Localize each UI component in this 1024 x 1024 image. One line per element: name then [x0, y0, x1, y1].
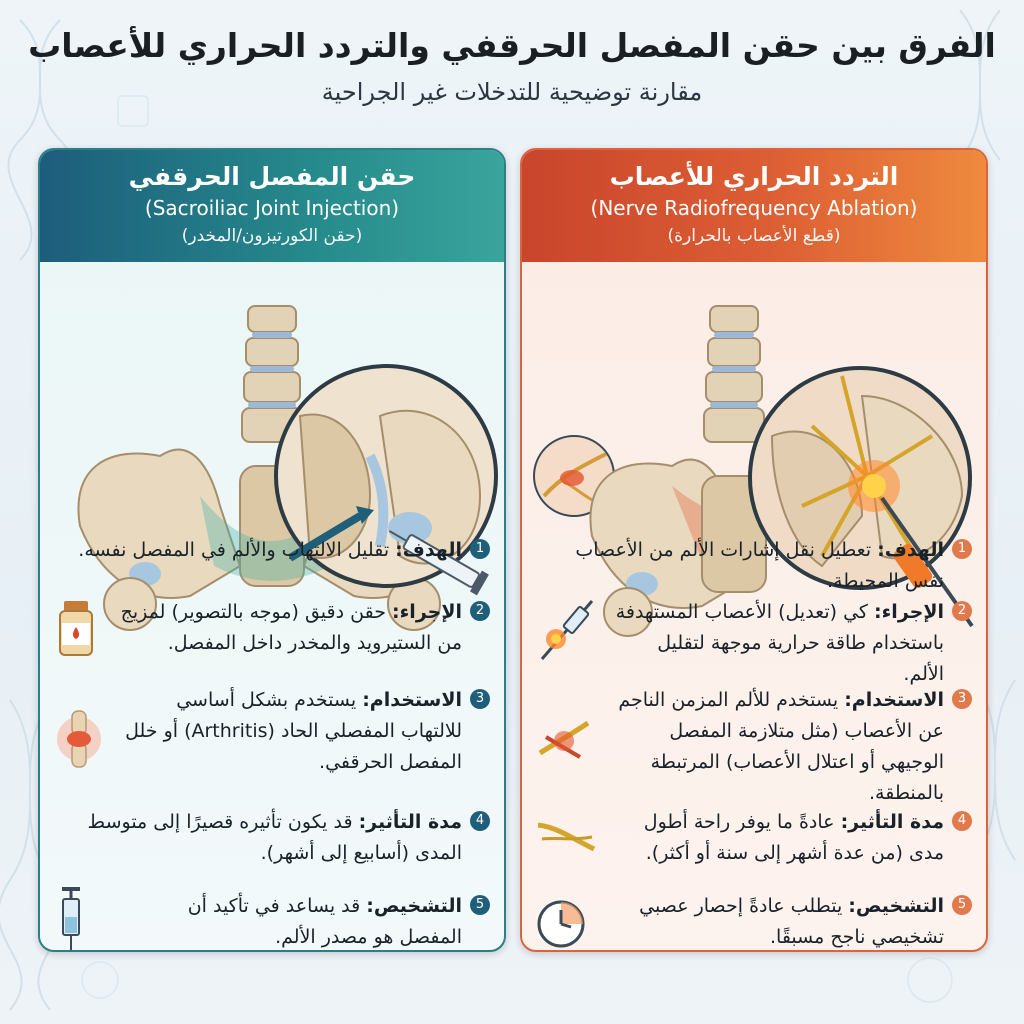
page-title: الفرق بين حقن المفصل الحرقفي والتردد الحراري للأعصاب: [28, 26, 996, 65]
header: [0, 22, 1024, 108]
list-item: [50, 807, 490, 869]
item-number: 4: [470, 811, 490, 831]
item-number: 5: [952, 895, 972, 915]
ablation-panel-header: [522, 150, 986, 262]
list-item: [50, 535, 490, 566]
clock-icon: [536, 899, 586, 949]
list-item: [50, 685, 490, 778]
radiofrequency-ablation-panel: [520, 148, 988, 952]
item-number: 3: [952, 689, 972, 709]
medicine-vial-icon: [54, 599, 98, 657]
item-text: تقليل الالتهاب والألم في المفصل نفسه.: [78, 539, 396, 561]
item-label: الهدف:: [395, 539, 462, 561]
item-text: يستخدم بشكل أساسي للالتهاب المفصلي الحاد (Arthritis) أو خلل المفصل الحرقفي.: [125, 689, 462, 773]
ablation-title-sub: (قطع الأعصاب بالحرارة): [667, 226, 841, 246]
item-text: قد يساعد في تأكيد أن المفصل هو مصدر الألم.: [187, 895, 462, 948]
item-label: مدة التأثير:: [358, 811, 462, 833]
item-text: عادةً ما يوفر راحة أطول مدى (من عدة أشهر إلى سنة أو أكثر).: [643, 811, 944, 864]
heated-probe-icon: [536, 593, 602, 663]
item-label: الاستخدام:: [362, 689, 462, 711]
item-label: التشخيص:: [366, 895, 462, 917]
item-label: مدة التأثير:: [840, 811, 944, 833]
item-label: الاستخدام:: [844, 689, 944, 711]
nerve-fiber-icon: [536, 815, 596, 855]
item-text: قد يكون تأثيره قصيرًا إلى متوسط المدى (أسابيع إلى أشهر).: [87, 811, 462, 864]
item-number: 2: [470, 601, 490, 621]
item-label: الهدف:: [877, 539, 944, 561]
spine-icon: [704, 306, 764, 442]
list-item: [532, 535, 972, 597]
sacroiliac-title-en: (Sacroiliac Joint Injection): [144, 196, 400, 220]
list-item: [532, 597, 972, 690]
list-item: [50, 891, 490, 952]
inflamed-knee-icon: [54, 709, 104, 769]
item-number: 1: [470, 539, 490, 559]
item-label: التشخيص:: [848, 895, 944, 917]
inflamed-nerve-icon: [536, 713, 592, 765]
item-number: 2: [952, 601, 972, 621]
ablation-title: التردد الحراري للأعصاب: [609, 162, 899, 191]
ablation-title-en: (Nerve Radiofrequency Ablation): [590, 196, 918, 220]
list-item: [532, 807, 972, 869]
item-label: الإجراء:: [392, 601, 462, 623]
item-text: تعطيل نقل إشارات الألم من الأعصاب نفس المحيطة.: [575, 539, 944, 592]
item-text: حقن دقيق (موجه بالتصوير) لمزيج من الستيرويد والمخدر داخل المفصل.: [120, 601, 462, 654]
syringe-icon: [54, 885, 88, 952]
sacroiliac-title: حقن المفصل الحرقفي: [128, 162, 416, 191]
list-item: [532, 891, 972, 952]
item-label: الإجراء:: [874, 601, 944, 623]
sacroiliac-title-sub: (حقن الكورتيزون/المخدر): [181, 226, 363, 246]
item-text: يتطلب عادةً إحصار عصبي تشخيصي ناجح مسبقًا.: [639, 895, 944, 948]
sacroiliac-injection-panel: [38, 148, 506, 952]
list-item: [50, 597, 490, 659]
list-item: [532, 685, 972, 809]
item-text: يستخدم للألم المزمن الناجم عن الأعصاب (مثل متلازمة المفصل الوجيهي أو اعتلال الأعصاب) المرتبطة بالمنطقة.: [618, 689, 944, 804]
item-number: 4: [952, 811, 972, 831]
item-number: 1: [952, 539, 972, 559]
item-text: كي (تعديل) الأعصاب المستهدفة باستخدام طاقة حرارية موجهة لتقليل الألم.: [615, 601, 944, 685]
sacroiliac-panel-header: [40, 150, 504, 262]
item-number: 3: [470, 689, 490, 709]
item-number: 5: [470, 895, 490, 915]
page-subtitle: مقارنة توضيحية للتدخلات غير الجراحية: [321, 78, 703, 106]
pelvis-injection-illustration: [40, 266, 504, 650]
